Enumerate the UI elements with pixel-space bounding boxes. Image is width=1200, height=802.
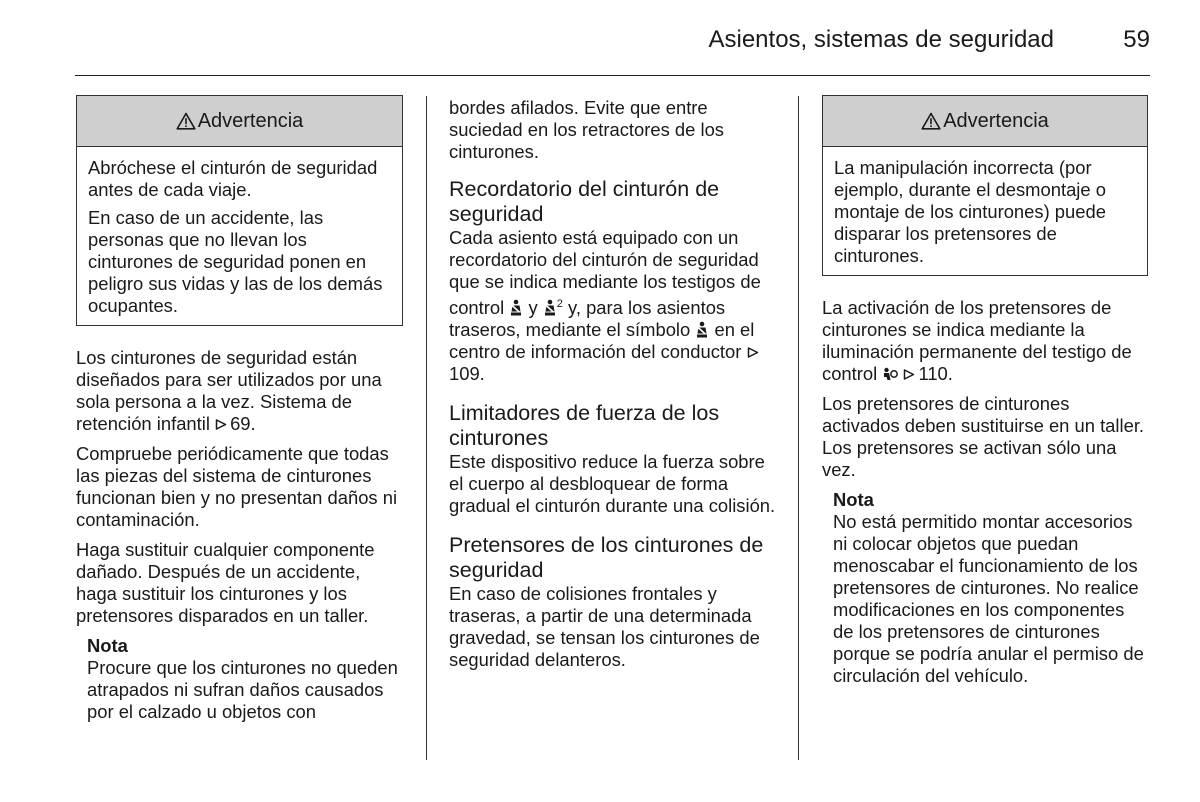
paragraph-text: y	[528, 297, 538, 319]
warning-header	[77, 96, 402, 147]
warning-paragraph: La manipulación incorrecta (por ejemplo, durante el desmontaje o montaje de los cinturones) puede disparar los pretensores de cinturones.	[834, 157, 1106, 266]
seatbelt-reminder-icon	[509, 299, 523, 316]
paragraph: bordes afilados. Evite que entre suciedad en los retractores de los cinturones.	[449, 97, 724, 162]
section-title: Asientos, sistemas de seguridad	[708, 26, 1054, 53]
column-divider-right	[798, 96, 799, 760]
page-reference-arrow-icon	[903, 368, 915, 381]
section-heading: Pretensores de los cinturones de seguridad	[449, 533, 764, 583]
paragraph: Compruebe periódicamente que todas las piezas del sistema de cinturones funcionan bien y no presentan daños ni contaminación.	[76, 443, 398, 530]
paragraph	[449, 227, 779, 385]
column-3	[822, 95, 1148, 687]
paragraph-text: Los cinturones de seguridad están diseñados para ser utilizados por una sola persona a la vez. Sistema de retención infantil	[76, 347, 382, 434]
warning-title: Advertencia	[197, 110, 304, 132]
note	[76, 635, 403, 723]
superscript: 2	[556, 298, 563, 310]
page-reference: 110.	[918, 363, 953, 384]
warning-body	[77, 147, 402, 325]
page-number: 59	[1123, 26, 1150, 53]
warning-triangle-icon	[921, 112, 941, 130]
warning-body	[823, 147, 1147, 275]
paragraph-text: La activación de los pretensores de cinturones se indica mediante la iluminación permanente del testigo de control	[822, 297, 1132, 384]
warning-title: Advertencia	[943, 110, 1049, 132]
warning-box	[822, 95, 1148, 276]
column-1	[76, 95, 403, 723]
section-heading: Recordatorio del cinturón de seguridad	[449, 177, 720, 226]
note-title: Nota	[87, 635, 128, 656]
page-reference: 109.	[449, 363, 485, 385]
note-title: Nota	[833, 489, 874, 510]
paragraph-text: Cada asiento está equipado con un recordatorio del cinturón de seguridad que se indica mediante los testigos de control	[449, 227, 761, 319]
paragraph: Haga sustituir cualquier componente dañado. Después de un accidente, haga sustituir los cinturones y los pretensores disparados en un taller.	[76, 539, 375, 626]
section-heading: Limitadores de fuerza de los cinturones	[449, 401, 720, 451]
paragraph: Los pretensores de cinturones activados deben sustituirse en un taller. Los pretensores se activan sólo una vez.	[822, 393, 1145, 480]
paragraph-text: en el centro de información del conductor	[449, 319, 755, 363]
page-reference-arrow-icon	[747, 346, 759, 359]
paragraph	[76, 347, 403, 435]
paragraph	[822, 297, 1148, 385]
warning-paragraph: Abróchese el cinturón de seguridad antes de cada viaje.	[88, 157, 378, 200]
airbag-seatbelt-icon	[882, 367, 898, 382]
note-text: No está permitido montar accesorios ni colocar objetos que puedan menoscabar el funcionamiento de los pretensores de cinturones. No realice modificaciones en los componentes de los pretensores de cinturones porque se podría anular el permiso de circulación del vehículo.	[833, 511, 1144, 686]
warning-box	[76, 95, 403, 326]
column-divider-left	[426, 96, 427, 760]
seatbelt-reminder-icon	[543, 299, 557, 316]
warning-paragraph: En caso de un accidente, las personas que no llevan los cinturones de seguridad ponen en peligro sus vidas y las de los demás ocupantes.	[88, 207, 383, 316]
paragraph-text: y, para los asientos traseros, mediante el símbolo	[449, 297, 726, 341]
header-divider	[75, 75, 1150, 76]
note-text: Procure que los cinturones no queden atrapados ni sufran daños causados por el calzado u objetos con	[87, 657, 398, 722]
page-reference: 69.	[230, 413, 256, 434]
column-2	[449, 97, 779, 679]
paragraph: En caso de colisiones frontales y traseras, a partir de una determinada gravedad, se tensan los cinturones de seguridad delanteros.	[449, 583, 760, 671]
seatbelt-reminder-icon	[695, 321, 709, 338]
warning-triangle-icon	[176, 112, 196, 130]
paragraph: Este dispositivo reduce la fuerza sobre el cuerpo al desbloquear de forma gradual el cinturón durante una colisión.	[449, 451, 776, 517]
page-reference-arrow-icon	[215, 418, 227, 431]
note	[822, 489, 1148, 687]
warning-header	[823, 96, 1147, 147]
